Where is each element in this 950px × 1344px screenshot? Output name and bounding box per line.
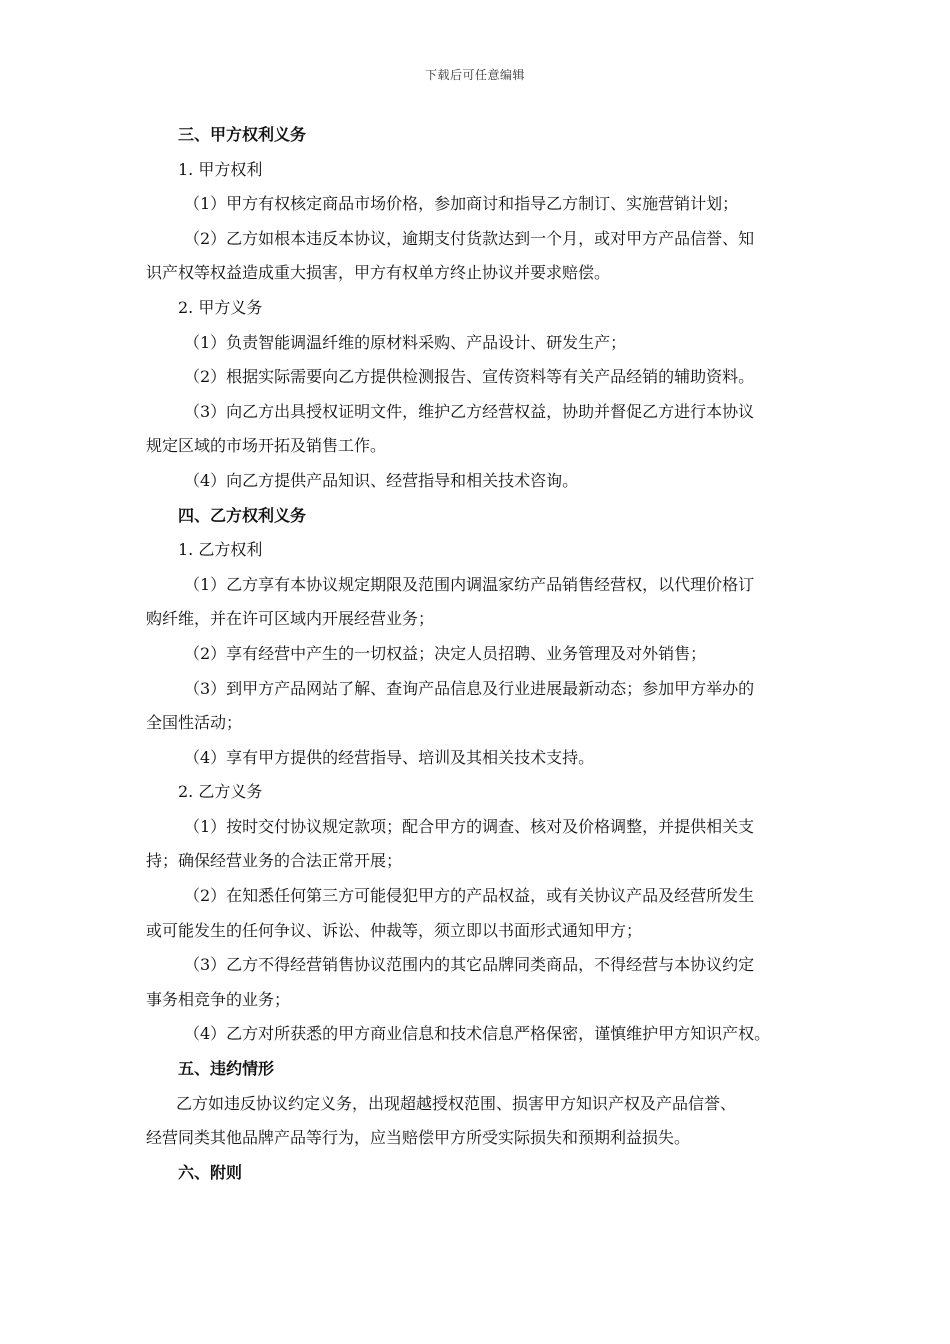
subsection-heading: 2. 乙方义务 bbox=[178, 782, 263, 802]
clause-line: （3）到甲方产品网站了解、查询产品信息及行业进展最新动态；参加甲方举办的 bbox=[184, 678, 755, 698]
clause-line: （4）乙方对所获悉的甲方商业信息和技术信息严格保密，谨慎维护甲方知识产权。 bbox=[184, 1024, 771, 1044]
section-heading-5: 五、违约情形 bbox=[178, 1059, 275, 1079]
clause-line: （3）向乙方出具授权证明文件，维护乙方经营权益，协助并督促乙方进行本协议 bbox=[184, 401, 755, 421]
clause-line: （1）负责智能调温纤维的原材料采购、产品设计、研发生产； bbox=[184, 332, 627, 352]
subsection-heading: 1. 乙方权利 bbox=[178, 540, 263, 560]
clause-continuation: 规定区域的市场开拓及销售工作。 bbox=[146, 436, 387, 456]
paragraph-continuation: 经营同类其他品牌产品等行为，应当赔偿甲方所受实际损失和预期利益损失。 bbox=[146, 1128, 691, 1148]
clause-line: （2）乙方如根本违反本协议，逾期支付货款达到一个月，或对甲方产品信誉、知 bbox=[184, 228, 755, 248]
subsection-heading: 2. 甲方义务 bbox=[178, 297, 263, 317]
section-heading-4: 四、乙方权利义务 bbox=[178, 505, 307, 525]
page-header: 下载后可任意编辑 bbox=[424, 68, 525, 82]
section-heading-3: 三、甲方权利义务 bbox=[178, 125, 307, 144]
subsection-heading: 1. 甲方权利 bbox=[178, 159, 263, 179]
clause-continuation: 购纤维，并在许可区域内开展经营业务； bbox=[146, 609, 435, 629]
clause-line: （3）乙方不得经营销售协议范围内的其它品牌同类商品，不得经营与本协议约定 bbox=[184, 955, 755, 975]
clause-line: （2）根据实际需要向乙方提供检测报告、宣传资料等有关产品经销的辅助资料。 bbox=[184, 367, 755, 387]
clause-continuation: 持；确保经营业务的合法正常开展； bbox=[146, 851, 403, 871]
document-body bbox=[146, 118, 814, 1190]
clause-continuation: 识产权等权益造成重大损害，甲方有权单方终止协议并要求赔偿。 bbox=[146, 263, 611, 283]
clause-line: （1）甲方有权核定商品市场价格，参加商讨和指导乙方制订、实施营销计划； bbox=[184, 194, 739, 214]
clause-line: （4）向乙方提供产品知识、经营指导和相关技术咨询。 bbox=[184, 470, 579, 490]
clause-line: （2）在知悉任何第三方可能侵犯甲方的产品权益，或有关协议产品及经营所发生 bbox=[184, 886, 755, 906]
clause-line: （4）享有甲方提供的经营指导、培训及其相关技术支持。 bbox=[184, 747, 595, 767]
clause-line: （1）乙方享有本协议规定期限及范围内调温家纺产品销售经营权，以代理价格订 bbox=[184, 574, 755, 594]
clause-continuation: 或可能发生的任何争议、诉讼、仲裁等，须立即以书面形式通知甲方； bbox=[146, 920, 643, 940]
clause-line: （2）享有经营中产生的一切权益；决定人员招聘、业务管理及对外销售； bbox=[184, 643, 707, 663]
paragraph-line: 乙方如违反协议约定义务，出现超越授权范围、损害甲方知识产权及产品信誉、 bbox=[176, 1093, 737, 1113]
clause-continuation: 事务相竞争的业务； bbox=[146, 989, 291, 1009]
section-heading-6: 六、附则 bbox=[178, 1162, 243, 1182]
clause-line: （1）按时交付协议规定款项；配合甲方的调查、核对及价格调整，并提供相关支 bbox=[184, 816, 755, 836]
clause-continuation: 全国性活动； bbox=[146, 713, 243, 733]
